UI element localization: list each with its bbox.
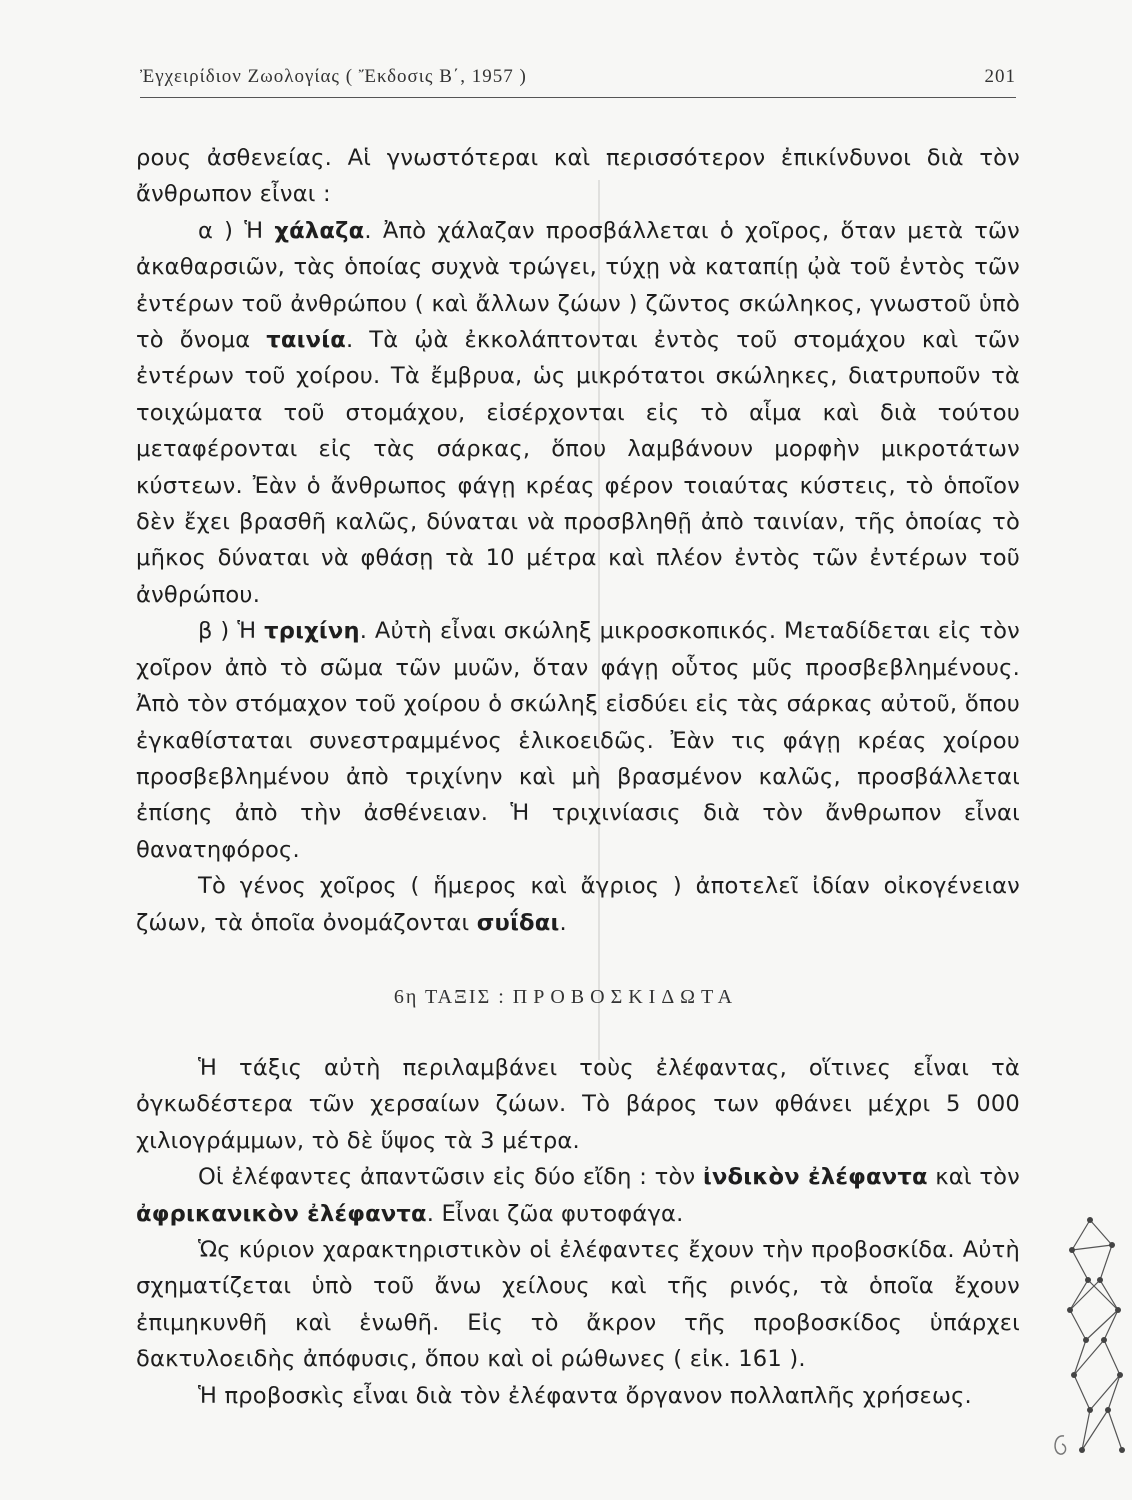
text-run: καὶ τὸν (927, 1164, 1020, 1191)
paragraph (136, 613, 1020, 868)
text-run: . (559, 909, 567, 936)
bold-term: ἰνδικὸν ἐλέφαντα (702, 1164, 928, 1191)
text-run: Οἱ ἐλέφαντες ἀπαντῶσιν εἰς δύο εἴδη : τὸν (198, 1164, 703, 1191)
bold-term: ταινία (266, 327, 346, 354)
paragraph (136, 1159, 1020, 1232)
paragraph (136, 213, 1020, 613)
text-run: . Αὐτὴ εἶναι σκώληξ μικροσκοπικός. Μεταδίδεται εἰς τὸν χοῖρον ἀπὸ τὸ σῶμα τῶν μυῶν, ὅταν φάγῃ οὗτος μῦς προσβεβλημένους. Ἀπὸ τὸν στόμαχον τοῦ χοίρου ὁ σκώληξ εἰσδύει εἰς τὰς σάρκας αὐτοῦ, ὅπου ἐγκαθίσταται συνεστραμμένος ἑλικοειδῶς. Ἐὰν τις φάγῃ κρέας χοίρου προσβεβλημένου ἀπὸ τριχίνην καὶ μὴ βρασμένον καλῶς, προσβάλλεται ἐπίσης ἀπὸ τὴν ἀσθένειαν. Ἡ τριχινίασις διὰ τὸν ἄνθρωπον εἶναι θανατηφόρος. (136, 618, 1020, 863)
text-run: . Ἀπὸ χάλαζαν προσβάλλεται ὁ χοῖρος, ὅταν μετὰ τῶν ἀκαθαρσιῶν, τὰς ὁποίας συχνὰ τρώγει, τύχῃ νὰ καταπίῃ ᾠὰ τοῦ ἐντὸς τῶν ἐντέρων τοῦ ἀνθρώπου ( καὶ ἄλλων ζώων ) ζῶντος σκώληκος, γνωστοῦ ὑπὸ τὸ ὄνομα (136, 217, 1020, 354)
text-run: ρους ἀσθενείας. Αἱ γνωστότεραι καὶ περισσότερον ἐπικίνδυνοι διὰ τὸν ἄνθρωπον εἶναι : (136, 145, 1020, 208)
body-text-section-2 (136, 1050, 1020, 1414)
text-run: Ὡς κύριον χαρακτηριστικὸν οἱ ἐλέφαντες ἔχουν τὴν προβοσκίδα. Αὐτὴ σχηματίζεται ὑπὸ τοῦ ἄνω χείλους καὶ τῆς ρινός, τὰ ὁποῖα ἔχουν ἐπιμηκυνθῆ καὶ ἑνωθῆ. Εἰς τὸ ἄκρον τῆς προβοσκίδος ὑπάρχει δακτυλοειδὴς ἀπόφυσις, ὅπου καὶ οἱ ρώθωνες ( εἰκ. 161 ). (136, 1237, 1020, 1373)
page-number: 201 (984, 66, 1016, 87)
header-rule (140, 97, 1016, 98)
text-run: Τὸ γένος χοῖρος ( ἥμερος καὶ ἄγριος ) ἀποτελεῖ ἰδίαν οἰκογένειαν ζώων, τὰ ὁποῖα ὀνομάζονται (136, 873, 1020, 936)
text-run: α ) Ἡ (198, 217, 275, 244)
text-run: β ) Ἡ (198, 618, 265, 645)
section-label: ΤΑΞΙΣ : (425, 986, 506, 1008)
body-text-section-1 (136, 140, 1020, 941)
text-run: . Εἶναι ζῶα φυτοφάγα. (426, 1200, 684, 1227)
bold-term: ἀφρικανικὸν ἐλέφαντα (136, 1200, 427, 1227)
section-number: 6η (393, 986, 419, 1008)
paragraph (136, 1378, 1020, 1414)
bold-term: χάλαζα (274, 217, 365, 244)
paragraph (136, 140, 1020, 213)
paragraph (136, 1232, 1020, 1378)
bold-term: τριχίνη (264, 618, 360, 645)
bold-term: συΐδαι (476, 909, 560, 936)
pencil-mark (1048, 1430, 1072, 1460)
section-name: ΠΡΟΒΟΣΚΙΔΩΤΑ (512, 986, 739, 1008)
running-header-title: Ἐγχειρίδιον Ζωολογίας ( Ἔκδοσις Β΄, 1957 ) (140, 66, 527, 87)
text-run: Ἡ προβοσκὶς εἶναι διὰ τὸν ἐλέφαντα ὄργανον πολλαπλῆς χρήσεως. (198, 1382, 972, 1409)
paragraph (136, 868, 1020, 941)
section-heading (0, 986, 1132, 1009)
text-run: Ἡ τάξις αὐτὴ περιλαμβάνει τοὺς ἐλέφαντας, οἵτινες εἶναι τὰ ὀγκωδέστερα τῶν χερσαίων ζώων. Τὸ βάρος των φθάνει μέχρι 5 000 χιλιογράμμων, τὸ δὲ ὕψος τὰ 3 μέτρα. (136, 1055, 1020, 1154)
text-run: . Τὰ ᾠὰ ἐκκολάπτονται ἐντὸς τοῦ στομάχου καὶ τῶν ἐντέρων τοῦ χοίρου. Τὰ ἔμβρυα, ὡς μικρότατοι σκώληκες, διατρυποῦν τὰ τοιχώματα τοῦ στομάχου, εἰσέρχονται εἰς τὸ αἷμα καὶ διὰ τούτου μεταφέρονται εἰς τὰς σάρκας, ὅπου λαμβάνουν μορφὴν μικροτάτων κύστεων. Ἐὰν ὁ ἄνθρωπος φάγῃ κρέας φέρον τοιαύτας κύστεις, τὸ ὁποῖον δὲν ἔχει βρασθῆ καλῶς, δύναται νὰ προσβληθῇ ἀπὸ ταινίαν, τῆς ὁποίας τὸ μῆκος δύναται νὰ φθάσῃ τὰ 10 μέτρα καὶ πλέον ἐντὸς τῶν ἐντέρων τοῦ ἀνθρώπου. (136, 327, 1020, 608)
paragraph (136, 1050, 1020, 1159)
